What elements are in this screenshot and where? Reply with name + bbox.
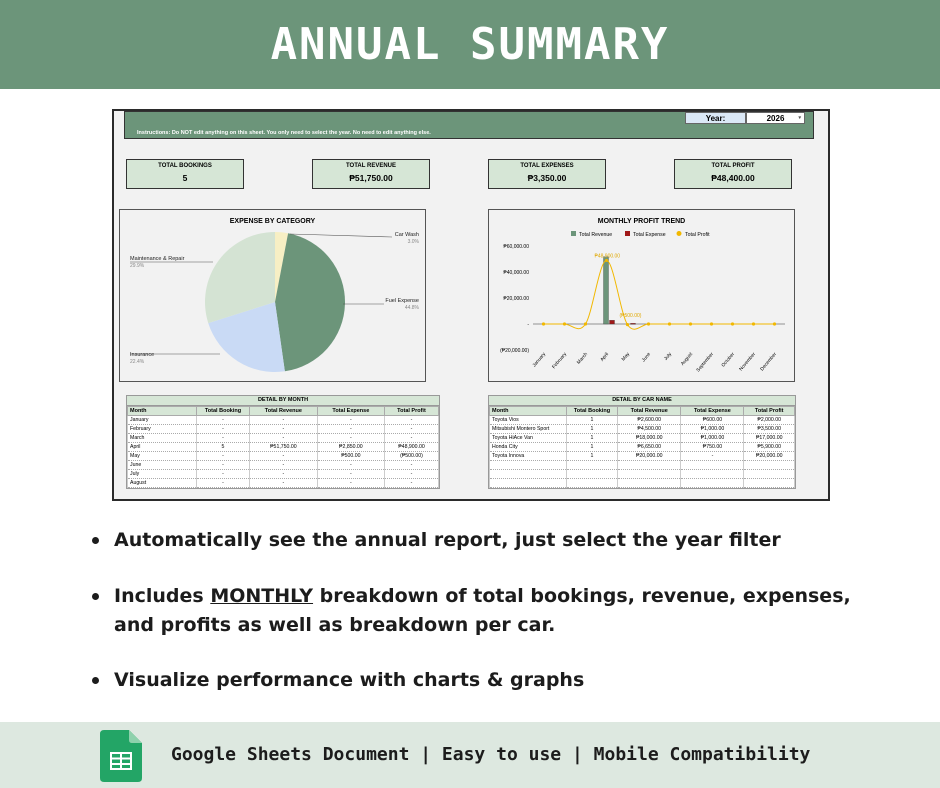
table-cell: ₱3,500.00 [744,425,795,434]
year-filter [685,112,805,124]
table-cell: ₱2,000.00 [744,416,795,425]
table-header-row [128,407,439,416]
instructions-text: Instructions: Do NOT edit anything on this sheet. You only need to select the year. No need to edit anything else. [137,130,431,136]
table-title: DETAIL BY MONTH [127,396,439,406]
table-cell: 1 [567,452,618,461]
bar-total-expense [631,323,636,324]
kpi-value: 5 [182,173,188,183]
table-cell: ₱17,000.00 [744,434,795,443]
x-tick-label: August [680,352,695,367]
col-header: Total Revenue [618,407,681,416]
table-cell: March [128,434,197,443]
table-cell: - [197,425,250,434]
feature-item [90,526,781,555]
table-row [490,479,795,488]
table-cell: - [250,479,318,488]
table-cell: ₱2,850.00 [317,443,384,452]
table-cell: ₱51,750.00 [250,443,318,452]
feature-text-emphasis: MONTHLY [210,585,314,607]
profit-point [710,322,713,325]
table-row [490,425,795,434]
table-cell: ₱500.00 [317,452,384,461]
legend-expense: Total Expense [633,232,666,238]
table-row [128,479,439,488]
kpi-total-profit [674,159,792,189]
x-tick-label: July [663,352,674,362]
table-cell [681,479,744,488]
kpi-label: TOTAL BOOKINGS [158,163,212,169]
table-row [490,443,795,452]
spreadsheet-preview [112,109,830,501]
header-banner [0,0,940,89]
table-row [128,416,439,425]
table-cell [618,479,681,488]
feature-text: Automatically see the annual report, just select the year filter [114,529,781,551]
profit-point [668,322,671,325]
profit-point [731,322,734,325]
table-cell [744,470,795,479]
pie-pct-maintenance: 29.9% [130,263,145,269]
table-cell: January [128,416,197,425]
table-cell: 5 [197,443,250,452]
profit-point [584,322,587,325]
table-cell: August [128,479,197,488]
table-cell [567,479,618,488]
table-cell: 1 [567,425,618,434]
kpi-value: ₱48,400.00 [711,173,755,183]
table-cell: - [197,479,250,488]
table-cell: - [250,452,318,461]
table-title: DETAIL BY CAR NAME [489,396,795,406]
feature-text: Visualize performance with charts & graphs [114,669,585,691]
google-sheets-icon [100,730,142,782]
table-row [128,434,439,443]
col-header: Total Expense [681,407,744,416]
profit-point [752,322,755,325]
pie-label-maintenance: Maintenance & Repair [130,256,185,262]
table-header-row [490,407,795,416]
table-cell: - [250,470,318,479]
legend-swatch-expense [625,231,630,236]
table-cell: Toyota Vios [490,416,567,425]
table-cell [744,479,795,488]
y-tick-label: ₱20,000.00 [503,296,529,302]
table-row [490,434,795,443]
year-value: 2026 [766,114,785,123]
legend-revenue: Total Revenue [579,232,613,238]
table-cell: - [250,461,318,470]
profit-point [647,322,650,325]
table-cell: - [681,452,744,461]
kpi-value: ₱3,350.00 [527,173,567,183]
table-row [490,470,795,479]
bar-total-revenue [604,257,609,324]
col-header: Total Revenue [250,407,318,416]
table-cell [490,470,567,479]
table-cell [618,461,681,470]
kpi-label: TOTAL REVENUE [345,163,396,169]
table-cell: - [384,416,438,425]
table-row [128,443,439,452]
detail-by-month-table [126,395,440,489]
feature-item [90,582,874,640]
table-row [128,461,439,470]
table-cell [490,479,567,488]
table-cell: June [128,461,197,470]
x-tick-label: December [759,352,779,373]
kpi-value: ₱51,750.00 [349,173,393,183]
table-cell [490,461,567,470]
profit-point [542,322,545,325]
table-cell: - [197,461,250,470]
pie-title: EXPENSE BY CATEGORY [229,218,316,225]
trend-title: MONTHLY PROFIT TREND [597,218,686,225]
feature-item [90,666,584,695]
legend-profit: Total Profit [685,232,710,238]
instruction-bar [124,111,814,139]
table-row [490,452,795,461]
kpi-total-bookings [126,159,244,189]
pie-slice-fuel-expense [275,233,345,371]
annotation-profit-low: (₱500.00) [619,313,642,319]
col-header: Total Booking [567,407,618,416]
table-row [128,425,439,434]
table-cell: - [317,479,384,488]
profit-point [563,322,566,325]
table-cell: Toyota Innova [490,452,567,461]
kpi-label: TOTAL PROFIT [711,163,755,169]
pie-label-car-wash: Car Wash [394,232,419,238]
x-tick-label: November [738,352,758,373]
table-cell: - [197,434,250,443]
dropdown-caret-icon: ▾ [798,115,801,121]
table-cell: ₱1,000.00 [681,434,744,443]
detail-by-car-table [488,395,796,489]
legend-swatch-revenue [571,231,576,236]
kpi-label: TOTAL EXPENSES [520,163,574,169]
table-cell: - [317,416,384,425]
table-row [128,470,439,479]
table-cell: Honda City [490,443,567,452]
table-cell: - [317,434,384,443]
table-cell: ₱1,000.00 [681,425,744,434]
table-cell: July [128,470,197,479]
feature-text-post: breakdown of total bookings, revenue, expenses, and profits as well as breakdown per car. [114,585,851,636]
table-cell: 1 [567,443,618,452]
table-cell: - [250,434,318,443]
kpi-total-expenses [488,159,606,189]
col-header: Total Profit [744,407,795,416]
x-tick-label: September [696,352,716,374]
year-select[interactable] [746,112,805,124]
expense-pie-chart [120,210,425,381]
profit-point [773,322,776,325]
table-cell: - [317,425,384,434]
table-cell: ₱48,900.00 [384,443,438,452]
profit-line [544,260,775,329]
table-cell: - [250,416,318,425]
pie-pct-fuel: 44.8% [404,305,419,311]
table-row [128,452,439,461]
profit-trend-chart [489,210,794,381]
col-header: Month [128,407,197,416]
table-cell: ₱18,000.00 [618,434,681,443]
table-cell: - [384,425,438,434]
x-tick-label: June [641,352,653,364]
table-cell: - [384,434,438,443]
year-label: Year: [685,112,746,124]
table-cell [567,470,618,479]
page-title: ANNUAL SUMMARY [270,19,670,70]
bullet-icon [92,537,99,544]
table-cell [681,470,744,479]
table-row [490,416,795,425]
x-tick-label: April [600,352,611,363]
annotation-profit-peak: ₱48,900.00 [594,253,621,260]
col-header: Total Expense [317,407,384,416]
table-cell: ₱20,000.00 [618,452,681,461]
table-cell [681,461,744,470]
table-cell: ₱4,500.00 [618,425,681,434]
table-cell: May [128,452,197,461]
table-cell: February [128,425,197,434]
y-tick-label: (₱20,000.00) [500,348,529,354]
col-header: Month [490,407,567,416]
legend-swatch-profit [677,231,682,236]
pie-label-insurance: Insurance [130,352,155,358]
table-cell [618,470,681,479]
bullet-icon [92,677,99,684]
table-cell: ₱6,650.00 [618,443,681,452]
table-cell: April [128,443,197,452]
pie-pct-insurance: 22.4% [130,359,145,365]
bar-total-expense [610,320,615,324]
x-tick-label: May [621,352,632,363]
table-cell: - [384,479,438,488]
table-cell [567,461,618,470]
kpi-total-revenue [312,159,430,189]
table-row [490,461,795,470]
table-cell: - [250,425,318,434]
table-cell: 1 [567,416,618,425]
table-cell: - [384,461,438,470]
table-cell: ₱20,000.00 [744,452,795,461]
x-tick-label: January [532,352,548,369]
table-cell: - [384,470,438,479]
expense-pie-panel [119,209,426,382]
x-tick-label: February [551,352,569,370]
table-cell [744,461,795,470]
pie-pct-car-wash: 3.0% [407,239,419,245]
table-cell: - [197,470,250,479]
table-cell: ₱600.00 [681,416,744,425]
table-cell: ₱5,900.00 [744,443,795,452]
feature-text-pre: Includes [114,585,211,607]
y-tick-label: ₱40,000.00 [503,270,529,276]
profit-point [689,322,692,325]
table-cell: - [197,416,250,425]
col-header: Total Profit [384,407,438,416]
x-tick-label: March [576,352,590,366]
table-cell: Toyota HiAce Van [490,434,567,443]
table-cell: - [317,470,384,479]
y-tick-label: - [527,322,529,328]
table-cell: Mitsubishi Montero Sport [490,425,567,434]
table-cell: 1 [567,434,618,443]
table-cell: ₱2,600.00 [618,416,681,425]
table-cell: (₱500.00) [384,452,438,461]
bullet-icon [92,593,99,600]
profit-point [626,323,629,326]
table-cell: - [197,452,250,461]
table-cell: ₱750.00 [681,443,744,452]
y-tick-label: ₱60,000.00 [503,244,529,250]
profit-trend-panel [488,209,795,382]
table-cell: - [317,461,384,470]
col-header: Total Booking [197,407,250,416]
x-tick-label: October [721,352,737,369]
footer-text: Google Sheets Document | Easy to use | Mobile Compatibility [171,744,811,765]
pie-label-fuel: Fuel Expense [385,298,419,304]
